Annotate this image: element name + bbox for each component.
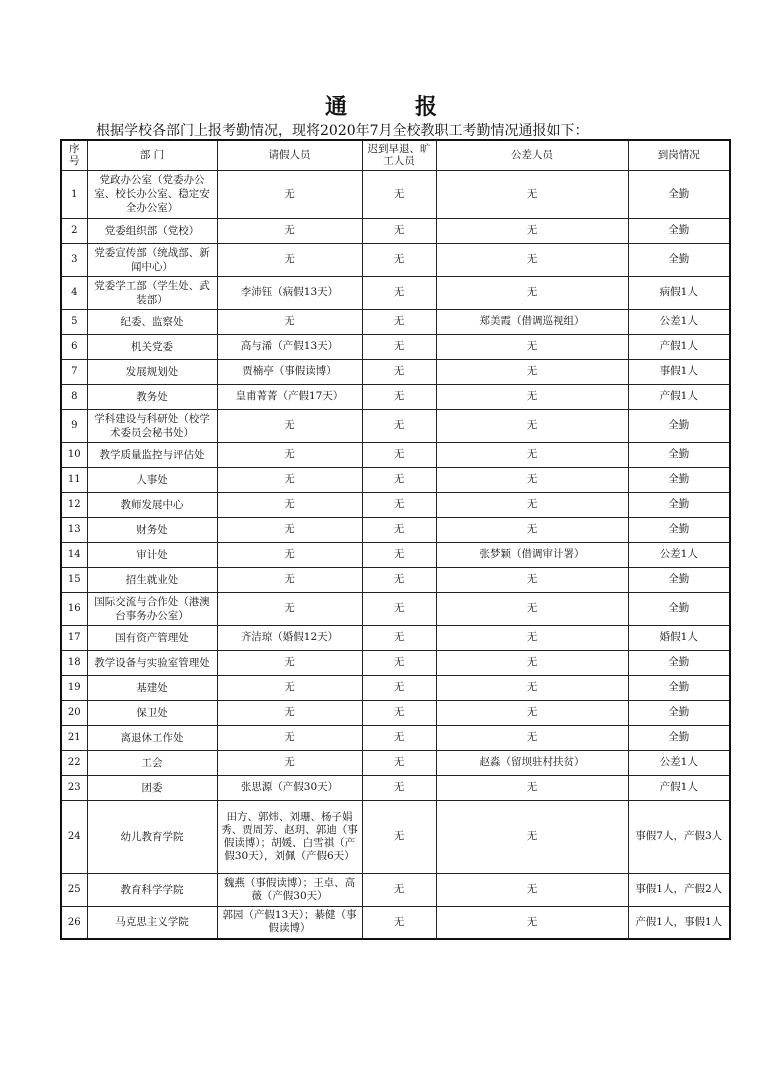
status-cell: 全勤 — [628, 567, 730, 592]
leave-cell: 无 — [217, 409, 362, 442]
late-cell: 无 — [362, 409, 436, 442]
index-cell: 6 — [61, 334, 87, 359]
index-cell: 18 — [61, 650, 87, 675]
index-cell: 19 — [61, 675, 87, 700]
table-row — [61, 492, 730, 517]
status-cell: 全勤 — [628, 243, 730, 276]
leave-cell: 皇甫菁菁（产假17天） — [217, 384, 362, 409]
late-cell: 无 — [362, 384, 436, 409]
index-cell: 22 — [61, 750, 87, 775]
intro-text: 根据学校各部门上报考勤情况，现将2020年7月全校教职工考勤情况通报如下： — [96, 123, 589, 139]
index-cell: 1 — [61, 170, 87, 218]
department-cell: 党委学工部（学生处、武装部） — [87, 276, 217, 309]
title-char-1: 通 — [324, 94, 349, 120]
status-cell: 全勤 — [628, 517, 730, 542]
department-cell: 党政办公室（党委办公室、校长办公室、稳定安全办公室） — [87, 170, 217, 218]
table-row — [61, 170, 730, 218]
department-cell: 教务处 — [87, 384, 217, 409]
late-cell: 无 — [362, 442, 436, 467]
leave-cell: 无 — [217, 592, 362, 625]
status-cell: 全勤 — [628, 492, 730, 517]
department-cell: 工会 — [87, 750, 217, 775]
index-cell: 10 — [61, 442, 87, 467]
index-cell: 7 — [61, 359, 87, 384]
department-cell: 幼儿教育学院 — [87, 800, 217, 873]
business-trip-cell: 无 — [436, 276, 628, 309]
late-cell: 无 — [362, 276, 436, 309]
late-cell: 无 — [362, 334, 436, 359]
index-cell: 17 — [61, 625, 87, 650]
status-cell: 事假1人 — [628, 359, 730, 384]
index-cell: 23 — [61, 775, 87, 800]
table-row — [61, 906, 730, 939]
table-row — [61, 750, 730, 775]
business-trip-cell: 无 — [436, 467, 628, 492]
late-cell: 无 — [362, 243, 436, 276]
table-row — [61, 675, 730, 700]
index-cell: 15 — [61, 567, 87, 592]
business-trip-cell: 无 — [436, 218, 628, 243]
status-cell: 全勤 — [628, 675, 730, 700]
leave-cell: 贾楠亭（事假读博） — [217, 359, 362, 384]
late-cell: 无 — [362, 873, 436, 906]
table-row — [61, 276, 730, 309]
col-header-late: 迟到早退、旷工人员 — [362, 140, 436, 170]
business-trip-cell: 无 — [436, 170, 628, 218]
department-cell: 国有资产管理处 — [87, 625, 217, 650]
leave-cell: 无 — [217, 309, 362, 334]
index-cell: 9 — [61, 409, 87, 442]
late-cell: 无 — [362, 592, 436, 625]
leave-cell: 无 — [217, 218, 362, 243]
late-cell: 无 — [362, 775, 436, 800]
index-cell: 20 — [61, 700, 87, 725]
business-trip-cell: 无 — [436, 567, 628, 592]
index-cell: 5 — [61, 309, 87, 334]
business-trip-cell: 无 — [436, 243, 628, 276]
table-row — [61, 650, 730, 675]
col-header-business-trip: 公差人员 — [436, 140, 628, 170]
business-trip-cell: 无 — [436, 725, 628, 750]
business-trip-cell: 无 — [436, 873, 628, 906]
leave-cell: 田方、郭炜、刘珊、杨子娟秀、贾周芳、赵玥、郭迪（事假读博）；胡媛、白雪祺（产假30天），刘佩（产假6天） — [217, 800, 362, 873]
department-cell: 马克思主义学院 — [87, 906, 217, 939]
leave-cell: 李沛钰（病假13天） — [217, 276, 362, 309]
col-header-index: 序号 — [61, 140, 87, 170]
leave-cell: 无 — [217, 725, 362, 750]
table-row — [61, 334, 730, 359]
late-cell: 无 — [362, 750, 436, 775]
business-trip-cell: 无 — [436, 650, 628, 675]
late-cell: 无 — [362, 650, 436, 675]
status-cell: 产假1人，事假1人 — [628, 906, 730, 939]
table-row — [61, 243, 730, 276]
department-cell: 教学设备与实验室管理处 — [87, 650, 217, 675]
table-row — [61, 442, 730, 467]
status-cell: 全勤 — [628, 170, 730, 218]
department-cell: 审计处 — [87, 542, 217, 567]
department-cell: 团委 — [87, 775, 217, 800]
col-header-leave: 请假人员 — [217, 140, 362, 170]
leave-cell: 无 — [217, 492, 362, 517]
table-row — [61, 700, 730, 725]
business-trip-cell: 无 — [436, 906, 628, 939]
status-cell: 婚假1人 — [628, 625, 730, 650]
table-row — [61, 359, 730, 384]
department-cell: 学科建设与科研处（校学术委员会秘书处） — [87, 409, 217, 442]
index-cell: 21 — [61, 725, 87, 750]
table-row — [61, 592, 730, 625]
department-cell: 财务处 — [87, 517, 217, 542]
leave-cell: 无 — [217, 542, 362, 567]
business-trip-cell: 无 — [436, 675, 628, 700]
status-cell: 全勤 — [628, 700, 730, 725]
table-row — [61, 467, 730, 492]
table-row — [61, 775, 730, 800]
status-cell: 全勤 — [628, 725, 730, 750]
status-cell: 全勤 — [628, 467, 730, 492]
department-cell: 发展规划处 — [87, 359, 217, 384]
table-row — [61, 725, 730, 750]
col-header-status: 到岗情况 — [628, 140, 730, 170]
status-cell: 全勤 — [628, 409, 730, 442]
table-row — [61, 309, 730, 334]
table-row — [61, 218, 730, 243]
department-cell: 教育科学学院 — [87, 873, 217, 906]
status-cell: 产假1人 — [628, 334, 730, 359]
business-trip-cell: 无 — [436, 775, 628, 800]
leave-cell: 无 — [217, 243, 362, 276]
department-cell: 离退休工作处 — [87, 725, 217, 750]
table-row — [61, 873, 730, 906]
index-cell: 4 — [61, 276, 87, 309]
leave-cell: 无 — [217, 517, 362, 542]
table-row — [61, 542, 730, 567]
late-cell: 无 — [362, 800, 436, 873]
status-cell: 全勤 — [628, 442, 730, 467]
department-cell: 党委组织部（党校） — [87, 218, 217, 243]
leave-cell: 高与浠（产假13天） — [217, 334, 362, 359]
table-row — [61, 567, 730, 592]
leave-cell: 无 — [217, 170, 362, 218]
table-row — [61, 625, 730, 650]
leave-cell: 无 — [217, 750, 362, 775]
business-trip-cell: 无 — [436, 334, 628, 359]
business-trip-cell: 无 — [436, 625, 628, 650]
late-cell: 无 — [362, 700, 436, 725]
index-cell: 26 — [61, 906, 87, 939]
business-trip-cell: 张梦颖（借调审计署） — [436, 542, 628, 567]
status-cell: 病假1人 — [628, 276, 730, 309]
leave-cell: 张思源（产假30天） — [217, 775, 362, 800]
index-cell: 13 — [61, 517, 87, 542]
late-cell: 无 — [362, 309, 436, 334]
business-trip-cell: 无 — [436, 442, 628, 467]
leave-cell: 无 — [217, 675, 362, 700]
department-cell: 机关党委 — [87, 334, 217, 359]
department-cell: 招生就业处 — [87, 567, 217, 592]
business-trip-cell: 郑美霞（借调巡视组） — [436, 309, 628, 334]
status-cell: 公差1人 — [628, 750, 730, 775]
business-trip-cell: 赵淼（留坝驻村扶贫） — [436, 750, 628, 775]
late-cell: 无 — [362, 170, 436, 218]
late-cell: 无 — [362, 492, 436, 517]
leave-cell: 无 — [217, 567, 362, 592]
status-cell: 全勤 — [628, 650, 730, 675]
table-row — [61, 384, 730, 409]
leave-cell: 齐洁琼（婚假12天） — [217, 625, 362, 650]
index-cell: 8 — [61, 384, 87, 409]
index-cell: 16 — [61, 592, 87, 625]
business-trip-cell: 无 — [436, 800, 628, 873]
index-cell: 24 — [61, 800, 87, 873]
business-trip-cell: 无 — [436, 592, 628, 625]
late-cell: 无 — [362, 467, 436, 492]
attendance-table — [60, 139, 731, 940]
index-cell: 2 — [61, 218, 87, 243]
late-cell: 无 — [362, 567, 436, 592]
table-header-row — [61, 140, 730, 170]
index-cell: 25 — [61, 873, 87, 906]
department-cell: 教学质量监控与评估处 — [87, 442, 217, 467]
status-cell: 全勤 — [628, 218, 730, 243]
table-row — [61, 800, 730, 873]
late-cell: 无 — [362, 359, 436, 384]
status-cell: 事假1人，产假2人 — [628, 873, 730, 906]
late-cell: 无 — [362, 542, 436, 567]
status-cell: 产假1人 — [628, 775, 730, 800]
leave-cell: 无 — [217, 700, 362, 725]
department-cell: 党委宣传部（统战部、新闻中心） — [87, 243, 217, 276]
index-cell: 11 — [61, 467, 87, 492]
department-cell: 人事处 — [87, 467, 217, 492]
status-cell: 全勤 — [628, 592, 730, 625]
late-cell: 无 — [362, 725, 436, 750]
leave-cell: 无 — [217, 467, 362, 492]
business-trip-cell: 无 — [436, 492, 628, 517]
col-header-department: 部 门 — [87, 140, 217, 170]
department-cell: 基建处 — [87, 675, 217, 700]
department-cell: 纪委、监察处 — [87, 309, 217, 334]
late-cell: 无 — [362, 675, 436, 700]
status-cell: 公差1人 — [628, 309, 730, 334]
title-char-2: 报 — [415, 94, 440, 120]
business-trip-cell: 无 — [436, 517, 628, 542]
late-cell: 无 — [362, 906, 436, 939]
leave-cell: 无 — [217, 442, 362, 467]
department-cell: 保卫处 — [87, 700, 217, 725]
business-trip-cell: 无 — [436, 409, 628, 442]
leave-cell: 无 — [217, 650, 362, 675]
late-cell: 无 — [362, 218, 436, 243]
late-cell: 无 — [362, 625, 436, 650]
index-cell: 3 — [61, 243, 87, 276]
status-cell: 产假1人 — [628, 384, 730, 409]
business-trip-cell: 无 — [436, 384, 628, 409]
index-cell: 14 — [61, 542, 87, 567]
index-cell: 12 — [61, 492, 87, 517]
business-trip-cell: 无 — [436, 359, 628, 384]
status-cell: 事假7人，产假3人 — [628, 800, 730, 873]
table-row — [61, 409, 730, 442]
business-trip-cell: 无 — [436, 700, 628, 725]
table-row — [61, 517, 730, 542]
page-title — [0, 90, 764, 121]
leave-cell: 魏燕（事假读博）；王卓、高薇（产假30天） — [217, 873, 362, 906]
department-cell: 教师发展中心 — [87, 492, 217, 517]
leave-cell: 郭园（产假13天）；綦健（事假读博） — [217, 906, 362, 939]
department-cell: 国际交流与合作处（港澳台事务办公室） — [87, 592, 217, 625]
status-cell: 公差1人 — [628, 542, 730, 567]
late-cell: 无 — [362, 517, 436, 542]
